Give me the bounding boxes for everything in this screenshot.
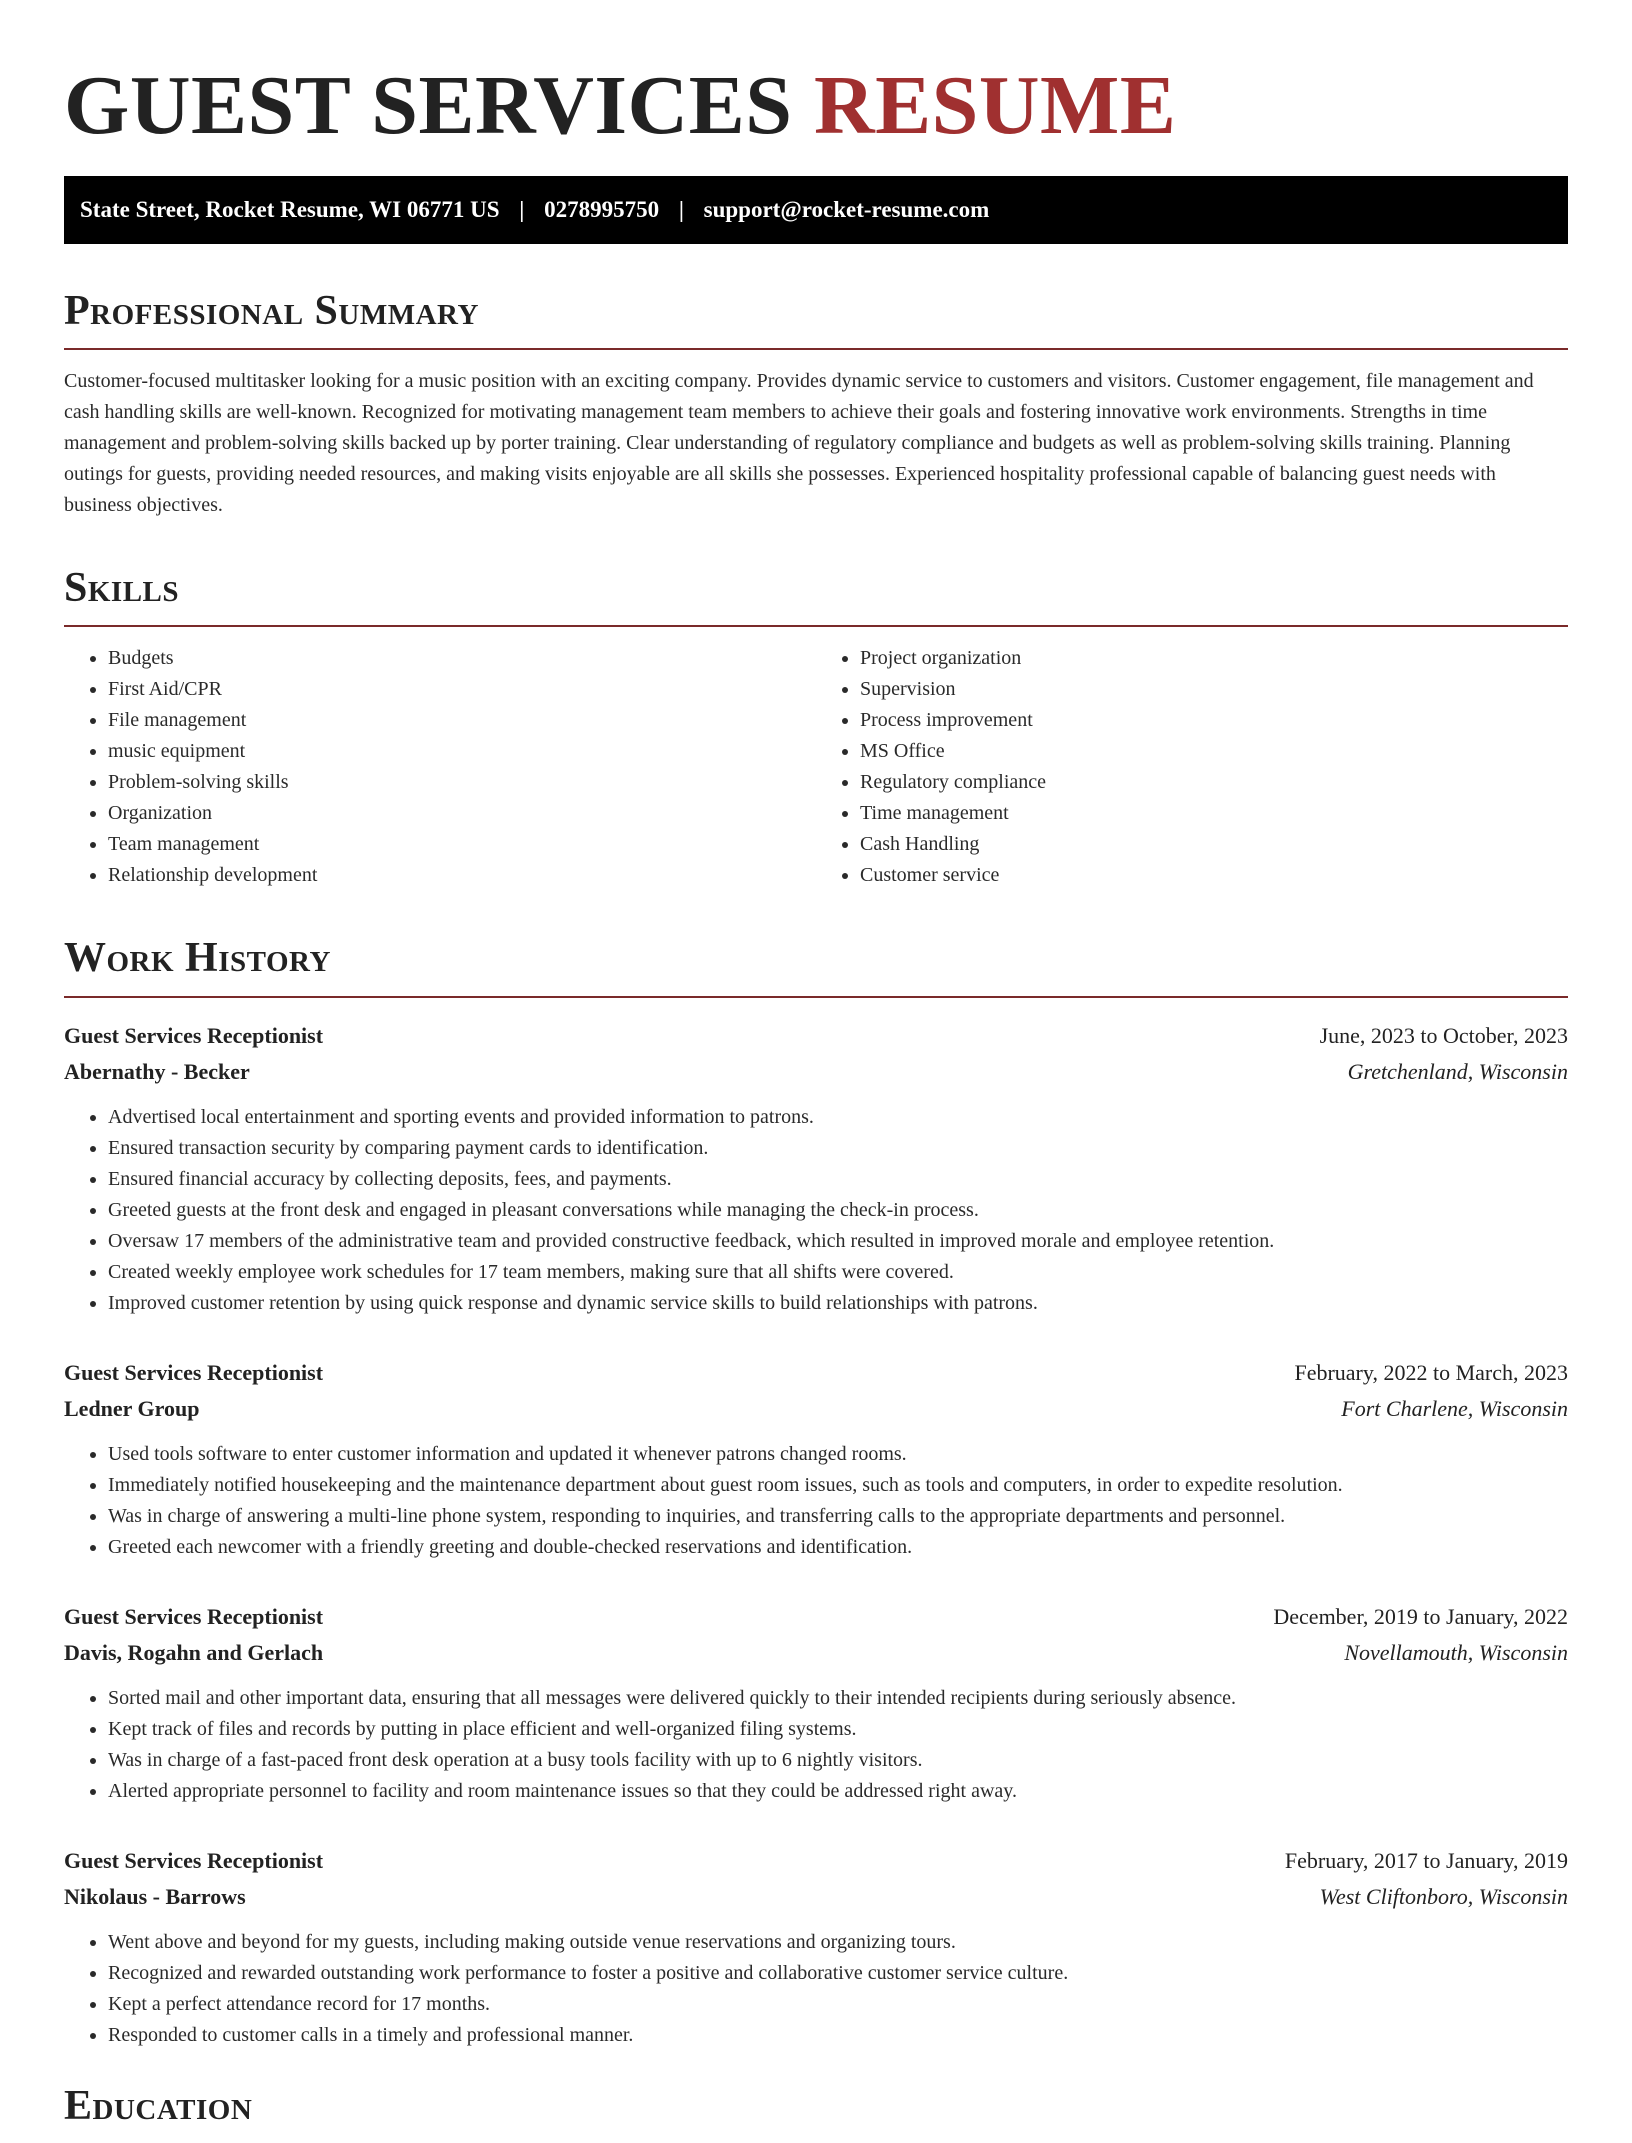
skill-item: • Project organization	[860, 643, 1568, 674]
skills-list-right	[816, 643, 1568, 891]
job-bullet: • Ensured transaction security by comparing payment cards to identification.	[108, 1133, 1568, 1164]
job-bullets	[64, 1683, 1568, 1807]
resume-title	[64, 0, 1568, 176]
job-bullet: • Sorted mail and other important data, ensuring that all messages were delivered quickly to their intended recipients during seriously absence.	[108, 1683, 1568, 1714]
skill-item: • Organization	[108, 798, 816, 829]
job-bullet: • Oversaw 17 members of the administrative team and provided constructive feedback, which resulted in improved morale and employee retention.	[108, 1226, 1568, 1257]
job-bullets	[64, 1439, 1568, 1563]
job-header-row	[64, 1599, 1568, 1635]
job-location: Fort Charlene, Wisconsin	[1341, 1395, 1568, 1421]
skill-item: • Supervision	[860, 674, 1568, 705]
skill-item: • Problem-solving skills	[108, 767, 816, 798]
job-title: Guest Services Receptionist	[64, 1022, 324, 1048]
skill-item: • Cash Handling	[860, 829, 1568, 860]
work-history-section	[64, 935, 1568, 2050]
education-heading: Education	[64, 2082, 253, 2129]
job-bullet: • Recognized and rewarded outstanding work performance to foster a positive and collaborative customer service culture.	[108, 1958, 1568, 1989]
job-title: Guest Services Receptionist	[64, 1359, 324, 1385]
job-bullet: • Advertised local entertainment and sporting events and provided information to patrons.	[108, 1102, 1568, 1133]
job-bullet: • Responded to customer calls in a timely and professional manner.	[108, 2020, 1568, 2051]
skill-item: • Process improvement	[860, 705, 1568, 736]
job-bullet: • Immediately notified housekeeping and the maintenance department about guest room issues, such as tools and computers, in order to expedite resolution.	[108, 1470, 1568, 1501]
job-entry	[64, 1843, 1568, 2051]
skill-item: • Relationship development	[108, 860, 816, 891]
job-bullet: • Created weekly employee work schedules for 17 team members, making sure that all shifts were covered.	[108, 1257, 1568, 1288]
job-company: Abernathy - Becker	[64, 1058, 250, 1084]
skill-item: • First Aid/CPR	[108, 674, 816, 705]
job-company: Nikolaus - Barrows	[64, 1883, 246, 1909]
job-dates: December, 2019 to January, 2022	[1273, 1603, 1568, 1629]
job-entry	[64, 1355, 1568, 1563]
summary-text: Customer-focused multitasker looking for a music position with an exciting company. Provides dynamic service to customers and visitors. Customer engagement, file management and cash handling skills are well-known. Recognized for motivating management team members to achieve their goals and fostering innovative work environments. Strengths in time management and problem-solving skills backed up by porter training. Clear understanding of regulatory compliance and budgets as well as problem-solving skills training. Planning outings for guests, providing needed resources, and making visits enjoyable are all skills she possesses. Experienced hospitality professional capable of balancing guest needs with business objectives.	[64, 370, 1534, 517]
job-header-row	[64, 1018, 1568, 1054]
skill-item: • Customer service	[860, 860, 1568, 891]
title-accent: RESUME	[813, 59, 1177, 152]
job-bullet: • Went above and beyond for my guests, including making outside venue reservations and organizing tours.	[108, 1927, 1568, 1958]
job-bullet: • Kept track of files and records by putting in place efficient and well-organized filing systems.	[108, 1714, 1568, 1745]
job-location: Novellamouth, Wisconsin	[1344, 1639, 1568, 1665]
skills-list-left	[64, 643, 816, 891]
skill-item: • Team management	[108, 829, 816, 860]
contact-separator: |	[678, 197, 684, 222]
skills-section	[64, 565, 1568, 891]
title-main: GUEST SERVICES	[64, 59, 793, 152]
job-entry	[64, 1018, 1568, 1319]
job-bullets	[64, 1102, 1568, 1319]
job-location: West Cliftonboro, Wisconsin	[1319, 1883, 1568, 1909]
skill-item: • Time management	[860, 798, 1568, 829]
skill-item: • music equipment	[108, 736, 816, 767]
job-bullet: • Was in charge of answering a multi-line phone system, responding to inquiries, and transferring calls to the appropriate departments and personnel.	[108, 1501, 1568, 1532]
contact-email[interactable]: support@rocket-resume.com	[703, 197, 990, 222]
job-company-row	[64, 1391, 1568, 1427]
job-title: Guest Services Receptionist	[64, 1603, 324, 1629]
skills-grid	[64, 643, 1568, 891]
job-dates: February, 2017 to January, 2019	[1284, 1847, 1568, 1873]
summary-heading: Professional Summary	[64, 288, 1568, 350]
job-bullets	[64, 1927, 1568, 2051]
job-bullet: • Alerted appropriate personnel to facility and room maintenance issues so that they could be addressed right away.	[108, 1776, 1568, 1807]
contact-separator: |	[519, 197, 525, 222]
skill-item: • MS Office	[860, 736, 1568, 767]
contact-bar	[64, 176, 1568, 244]
job-bullet: • Used tools software to enter customer information and updated it whenever patrons changed rooms.	[108, 1439, 1568, 1470]
contact-phone: 0278995750	[544, 197, 660, 222]
job-dates: February, 2022 to March, 2023	[1294, 1359, 1568, 1385]
summary-section	[64, 288, 1568, 521]
job-bullet: • Kept a perfect attendance record for 17 months.	[108, 1989, 1568, 2020]
job-bullet: • Ensured financial accuracy by collecting deposits, fees, and payments.	[108, 1164, 1568, 1195]
job-dates: June, 2023 to October, 2023	[1319, 1022, 1568, 1048]
job-header-row	[64, 1355, 1568, 1391]
skill-item: • Regulatory compliance	[860, 767, 1568, 798]
work-history-heading: Work History	[64, 935, 1568, 997]
job-bullet: • Improved customer retention by using quick response and dynamic service skills to build relationships with patrons.	[108, 1288, 1568, 1319]
job-bullet: • Greeted guests at the front desk and engaged in pleasant conversations while managing the check-in process.	[108, 1195, 1568, 1226]
job-company: Davis, Rogahn and Gerlach	[64, 1639, 324, 1665]
job-bullet: • Greeted each newcomer with a friendly greeting and double-checked reservations and identification.	[108, 1532, 1568, 1563]
job-company: Ledner Group	[64, 1395, 200, 1421]
job-entry	[64, 1599, 1568, 1807]
job-company-row	[64, 1054, 1568, 1090]
job-company-row	[64, 1879, 1568, 1915]
job-header-row	[64, 1843, 1568, 1879]
contact-address: State Street, Rocket Resume, WI 06771 US	[80, 197, 500, 222]
job-bullet: • Was in charge of a fast-paced front desk operation at a busy tools facility with up to 6 nightly visitors.	[108, 1745, 1568, 1776]
job-location: Gretchenland, Wisconsin	[1347, 1058, 1568, 1084]
education-section	[64, 2083, 1568, 2143]
skills-heading: Skills	[64, 565, 1568, 627]
skill-item: • File management	[108, 705, 816, 736]
skill-item: • Budgets	[108, 643, 816, 674]
job-company-row	[64, 1635, 1568, 1671]
job-title: Guest Services Receptionist	[64, 1847, 324, 1873]
